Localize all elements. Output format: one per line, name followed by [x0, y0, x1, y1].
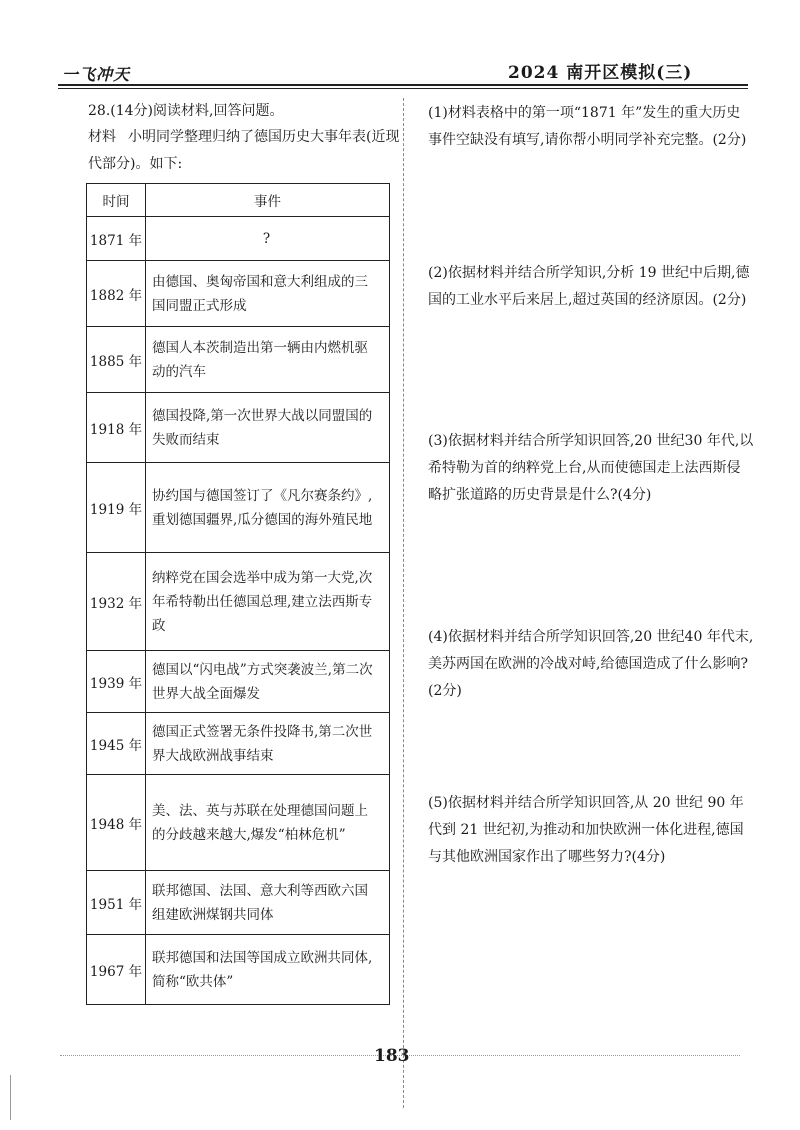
column-divider: [403, 98, 404, 1108]
table-row: [87, 261, 390, 327]
page-number: 183: [374, 1046, 410, 1066]
event-cell: 由德国、奥匈帝国和意大利组成的三国同盟正式形成: [146, 261, 390, 327]
subquestion-number: (2): [428, 265, 448, 281]
year-cell: 1951 年: [87, 871, 146, 935]
subquestion-2: [428, 260, 754, 314]
table-row: [87, 713, 390, 775]
event-cell: 协约国与德国签订了《凡尔赛条约》,重划德国疆界,瓜分德国的海外殖民地: [146, 463, 390, 553]
header-rule-thin: [58, 88, 748, 89]
material-label: 材料: [88, 129, 116, 145]
event-cell: 美、法、英与苏联在处理德国问题上的分歧越来越大,爆发“柏林危机”: [146, 775, 390, 871]
exam-title: 2024 南开区模拟(三): [508, 63, 693, 83]
subquestion-text: 材料表格中的第一项“1871 年”发生的重大历史事件空缺没有填写,请你帮小明同学补充完整。(2分): [428, 105, 747, 148]
event-cell: 联邦德国、法国、意大利等西欧六国组建欧洲煤钢共同体: [146, 871, 390, 935]
event-cell: 纳粹党在国会选举中成为第一大党,次年希特勒出任德国总理,建立法西斯专政: [146, 553, 390, 651]
year-cell: 1919 年: [87, 463, 146, 553]
subquestion-number: (3): [428, 433, 448, 449]
material-intro: [88, 124, 406, 178]
year-cell: 1871 年: [87, 217, 146, 261]
subquestion-number: (1): [428, 105, 448, 121]
year-cell: 1918 年: [87, 393, 146, 463]
subquestion-text: 依据材料并结合所学知识回答,从 20 世纪 90 年代到 21 世纪初,为推动和加快欧洲一体化进程,德国与其他欧洲国家作出了哪些努力?(4分): [428, 795, 744, 865]
subquestion-number: (5): [428, 795, 448, 811]
subquestion-text: 依据材料并结合所学知识回答,20 世纪30 年代,以希特勒为首的纳粹党上台,从而使德国走上法西斯侵略扩张道路的历史背景是什么?(4分): [428, 433, 754, 503]
brand-logo: 一飞冲天: [62, 65, 131, 84]
event-cell: 联邦德国和法国等国成立欧洲共同体,简称“欧共体”: [146, 935, 390, 1005]
year-cell: 1939 年: [87, 651, 146, 713]
table-row: [87, 553, 390, 651]
event-cell: ?: [146, 217, 390, 261]
table-row: [87, 935, 390, 1005]
header-rule: [58, 84, 748, 86]
event-cell: 德国以“闪电战”方式突袭波兰,第二次世界大战全面爆发: [146, 651, 390, 713]
event-cell: 德国人本茨制造出第一辆由内燃机驱动的汽车: [146, 327, 390, 393]
subquestion-3: [428, 428, 754, 509]
history-events-table: [86, 183, 390, 1005]
year-cell: 1882 年: [87, 261, 146, 327]
subquestion-5: [428, 790, 754, 871]
binding-margin-line: [10, 1075, 11, 1120]
table-row: [87, 217, 390, 261]
table-row: [87, 775, 390, 871]
table-row: [87, 871, 390, 935]
table-row: [87, 327, 390, 393]
material-text: 小明同学整理归纳了德国历史大事年表(近现代部分)。如下:: [88, 129, 400, 172]
subquestion-text: 依据材料并结合所学知识,分析 19 世纪中后期,德国的工业水平后来居上,超过英国的经济原因。(2分): [428, 265, 750, 308]
table-row: [87, 651, 390, 713]
year-cell: 1948 年: [87, 775, 146, 871]
question-heading: 28.(14分)阅读材料,回答问题。: [88, 103, 284, 119]
year-cell: 1885 年: [87, 327, 146, 393]
year-cell: 1945 年: [87, 713, 146, 775]
subquestion-text: 依据材料并结合所学知识回答,20 世纪40 年代末,美苏两国在欧洲的冷战对峙,给德国造成了什么影响?(2分): [428, 629, 754, 699]
column-header-event: 事件: [146, 184, 390, 217]
event-cell: 德国投降,第一次世界大战以同盟国的失败而结束: [146, 393, 390, 463]
year-cell: 1932 年: [87, 553, 146, 651]
table-header-row: [87, 184, 390, 217]
subquestion-4: [428, 624, 754, 705]
column-header-time: 时间: [87, 184, 146, 217]
subquestion-number: (4): [428, 629, 448, 645]
table-row: [87, 463, 390, 553]
table-row: [87, 393, 390, 463]
event-cell: 德国正式签署无条件投降书,第二次世界大战欧洲战事结束: [146, 713, 390, 775]
year-cell: 1967 年: [87, 935, 146, 1005]
subquestion-1: [428, 100, 754, 154]
